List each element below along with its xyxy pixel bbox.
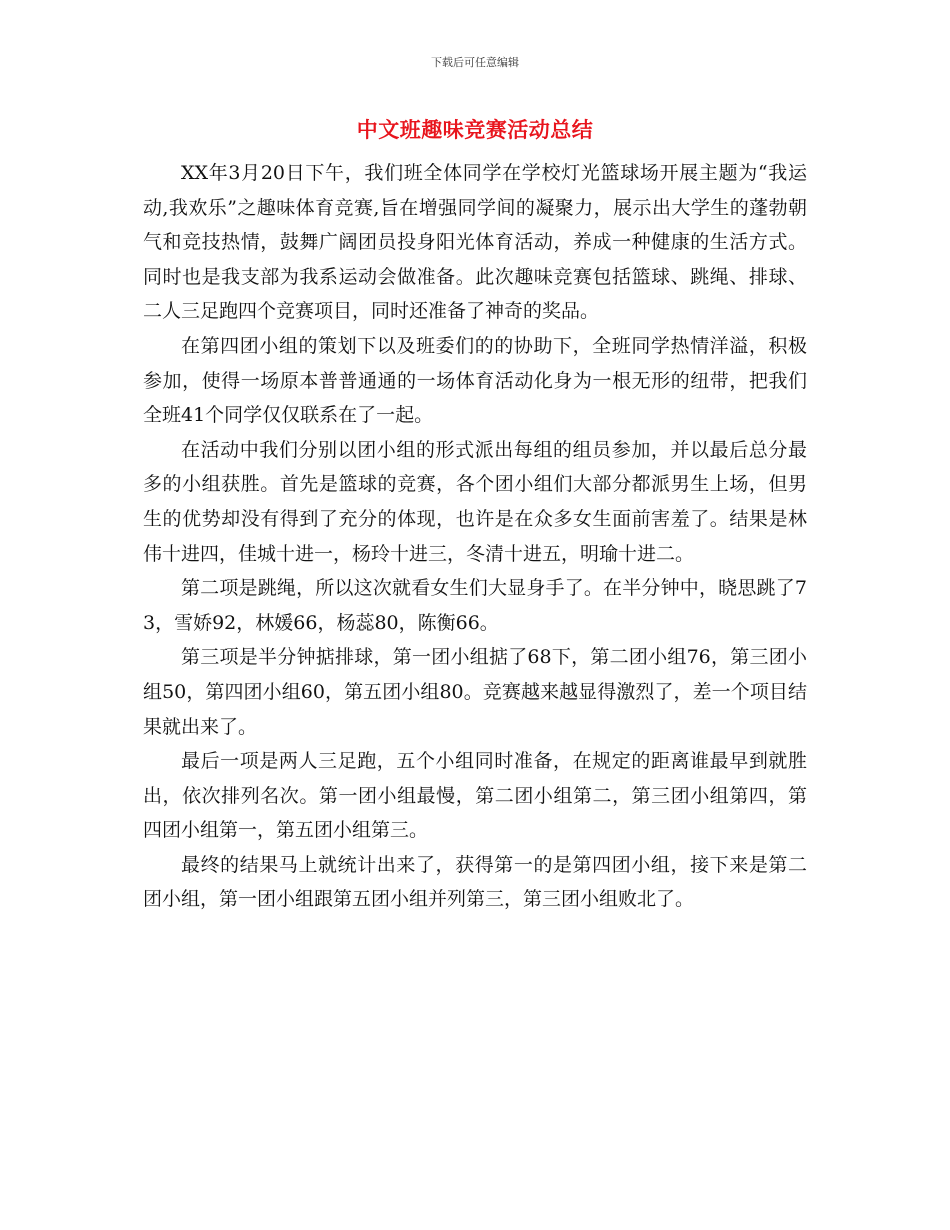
paragraph-5: 第三项是半分钟掂排球，第一团小组掂了68下，第二团小组76，第三团小组50，第四团小组60，第五团小组80。竞赛越来越显得激烈了，差一个项目结果就出来了。 bbox=[143, 646, 807, 738]
paragraph-2: 在第四团小组的策划下以及班委们的的协助下，全班同学热情洋溢，积极参加，使得一场原本普普通通的一场体育活动化身为一根无形的纽带，把我们全班41个同学仅仅联系在了一起。 bbox=[143, 334, 807, 427]
paragraph-7: 最终的结果马上就统计出来了，获得第一的是第四团小组，接下来是第二团小组，第一团小组跟第五团小组并列第三，第三团小组败北了。 bbox=[143, 853, 807, 911]
page-title: 中文班趣味竞赛活动总结 bbox=[356, 118, 594, 142]
paragraph-1: XX年3月20日下午，我们班全体同学在学校灯光篮球场开展主题为“我运动,我欢乐”之趣味体育竞赛,旨在增强同学间的凝聚力，展示出大学生的蓬勃朝气和竞技热情，鼓舞广阔团员投身阳光体育活动，养成一种健康的生活方式。同时也是我支部为我系运动会做准备。此次趣味竞赛包括篮球、跳绳、排球、二人三足跑四个竞赛项目，同时还准备了神奇的奖品。 bbox=[143, 162, 807, 323]
paragraph-4: 第二项是跳绳，所以这次就看女生们大显身手了。在半分钟中，晓思跳了73，雪娇92，林媛66，杨蕊80，陈衡66。 bbox=[143, 577, 807, 634]
header-note: 下载后可任意编辑 bbox=[431, 56, 519, 69]
paragraph-6: 最后一项是两人三足跑，五个小组同时准备，在规定的距离谁最早到就胜出，依次排列名次。第一团小组最慢，第二团小组第二，第三团小组第四，第四团小组第一，第五团小组第三。 bbox=[143, 750, 807, 842]
document-body bbox=[143, 156, 807, 917]
paragraph-3: 在活动中我们分别以团小组的形式派出每组的组员参加，并以最后总分最多的小组获胜。首先是篮球的竞赛，各个团小组们大部分都派男生上场，但男生的优势却没有得到了充分的体现，也许是在众多女生面前害羞了。结果是林伟十进四，佳城十进一，杨玲十进三，冬清十进五，明瑜十进二。 bbox=[143, 438, 807, 565]
